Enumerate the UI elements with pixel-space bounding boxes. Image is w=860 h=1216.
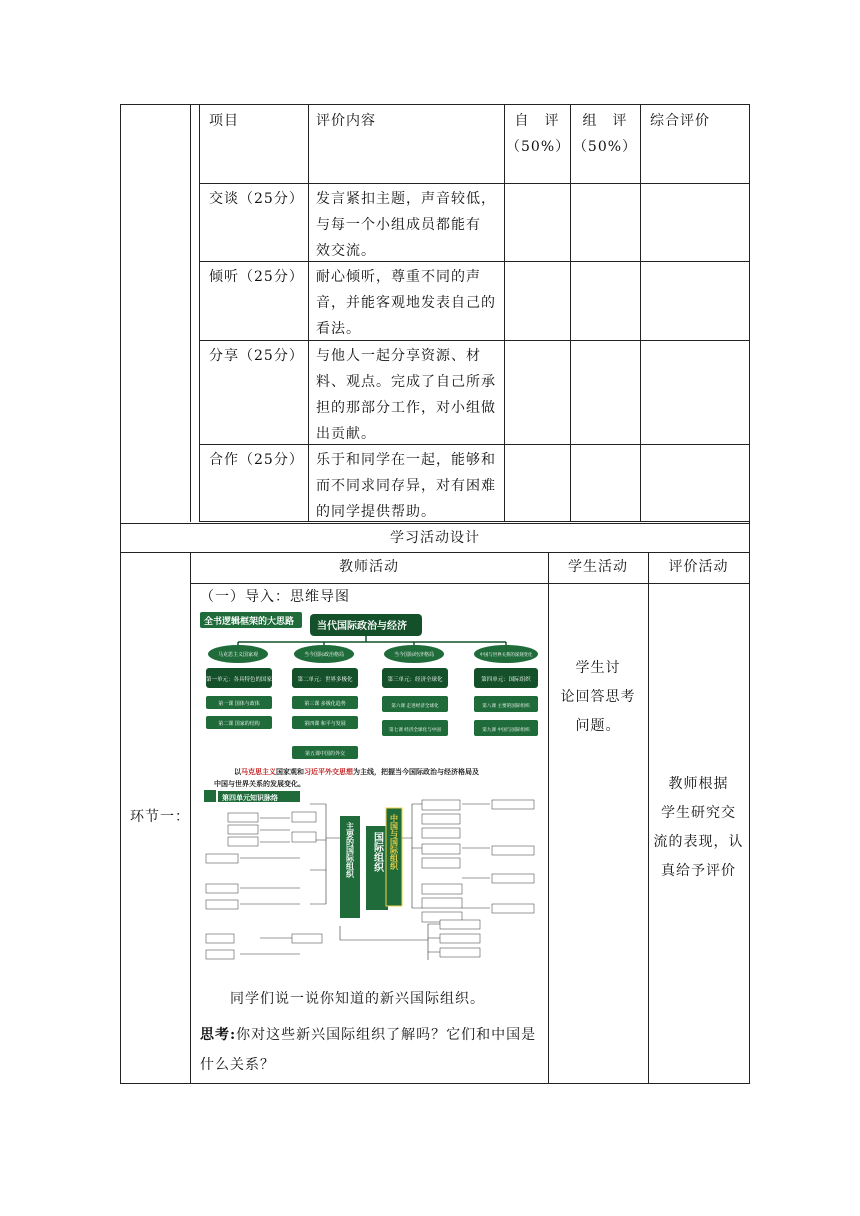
header-group-eval [572,108,638,160]
header-content: 评价内容 [316,113,376,129]
mind-map-banner: 全书逻辑框架的大思路 [204,617,295,627]
header-self-eval-weight: （50%） [506,139,571,155]
branch-lesson: 第二课 国家的结构 [218,721,260,727]
header-group-eval-weight: （50%） [572,139,638,155]
row-content-line: 音，并能客观地发表自己的 [316,295,496,311]
header-overall-eval: 综合评价 [650,113,710,129]
caption-line2: 中国与世界关系的发展变化。 [214,780,305,788]
teacher-activity-heading: （一）导入：思维导图 [200,589,350,605]
branch-lesson: 第四课 和平与发展 [304,721,346,727]
row-content-line: 而不同求同存异，对有困难 [316,478,496,494]
row-content-line: 看法。 [316,321,361,337]
row-content-line: 料、观点。完成了自己所承 [316,374,496,390]
branch-lesson: 第五课中国的外交 [304,751,346,757]
caption-part: 为主线，把握当今国际政治与经济格局及 [353,768,479,776]
row-content-line: 发言紧扣主题，声音较低， [316,191,496,207]
row-content-line: 与每一个小组成员都能有 [316,217,481,233]
row-content-line: 出贡献。 [316,426,376,442]
row-item-share: 分享（25分） [209,348,304,364]
row-item-talk: 交谈（25分） [209,191,304,207]
student-activity-line: 问题。 [575,718,621,734]
row-content-listen [316,264,502,342]
evaluation-activity-line: 流的表现，认 [653,834,744,850]
stage-label: 环节一： [130,809,190,825]
branch-lesson: 第九课 中国与国际组织 [482,728,530,733]
evaluation-activity-line: 学生研究交 [661,805,736,821]
branch-lesson: 第一课 国体与政体 [218,701,260,707]
row-item-cooperate: 合作（25分） [209,452,304,468]
header-self-eval [506,108,571,160]
caption-part: 国家观和 [276,768,304,776]
row-content-share [316,343,502,447]
branch-top: 当今国际经济格局 [393,652,435,658]
center-node: 国际组织 [371,832,383,872]
row-content-cooperate [316,447,502,525]
student-activity-line: 论回答思考 [560,689,636,705]
header-self-eval-label: 自 评 [514,113,560,129]
center-node: 中国与国际组织 [389,814,399,870]
row-content-line: 耐心倾听，尊重不同的声 [316,269,481,285]
center-node: 主要的国际组织 [345,822,355,878]
branch-lesson: 第八课 主要的国际组织 [482,704,530,709]
think-question [200,1020,546,1080]
branch-lesson: 第七课 经济全球化与中国 [389,728,441,733]
header-item: 项目 [209,113,239,129]
header-group-eval-label: 组 评 [582,113,628,129]
unit4-title: 第四单元知识脉络 [222,794,278,802]
section-title: 学习活动设计 [390,530,480,546]
branch-unit: 第一单元：各具特色的国家 [205,677,273,683]
branch-unit: 第四单元：国际组织 [481,677,531,683]
row-content-line: 的同学提供帮助。 [316,504,436,520]
header-evaluation-activity: 评价活动 [668,559,729,575]
row-content-talk [316,186,502,264]
header-student-activity: 学生活动 [568,559,628,575]
mind-map-image [200,608,542,968]
evaluation-activity-line: 教师根据 [668,776,729,792]
student-activity-text [548,654,648,741]
think-label: 思考: [200,1027,237,1043]
branch-unit: 第三单元：经济全球化 [387,677,443,683]
row-content-line: 乐于和同学在一起，能够和 [316,452,496,468]
branch-top: 中国与世界关系的深刻变化 [479,653,533,658]
teacher-prompt: 同学们说一说你知道的新兴国际组织。 [230,991,485,1007]
row-content-line: 担的那部分工作，对小组做 [316,400,496,416]
branch-unit: 第二单元：世界多极化 [297,677,353,683]
branch-top: 马克思主义国家观 [217,652,259,658]
row-content-line: 效交流。 [316,243,376,259]
row-content-line: 与他人一起分享资源、材 [316,348,481,364]
branch-lesson: 第三课 多极化趋势 [304,701,346,707]
evaluation-activity-text [648,770,749,886]
evaluation-activity-line: 真给予评价 [661,863,736,879]
branch-top: 当今国际政治格局 [303,652,345,658]
caption-part: 以 [234,768,241,776]
row-item-listen: 倾听（25分） [209,269,304,285]
branch-lesson: 第六课 走进经济全球化 [391,704,439,709]
mind-map-caption [234,767,480,777]
header-teacher-activity: 教师活动 [339,559,399,575]
mind-map-root: 当代国际政治与经济 [317,621,407,632]
think-line: 什么关系？ [200,1057,275,1073]
caption-red: 习近平外交思想 [304,768,353,776]
think-line: 你对这些新兴国际组织了解吗？它们和中国是 [236,1027,537,1043]
student-activity-line: 学生讨 [575,660,621,676]
caption-red: 马克思主义 [241,768,276,776]
